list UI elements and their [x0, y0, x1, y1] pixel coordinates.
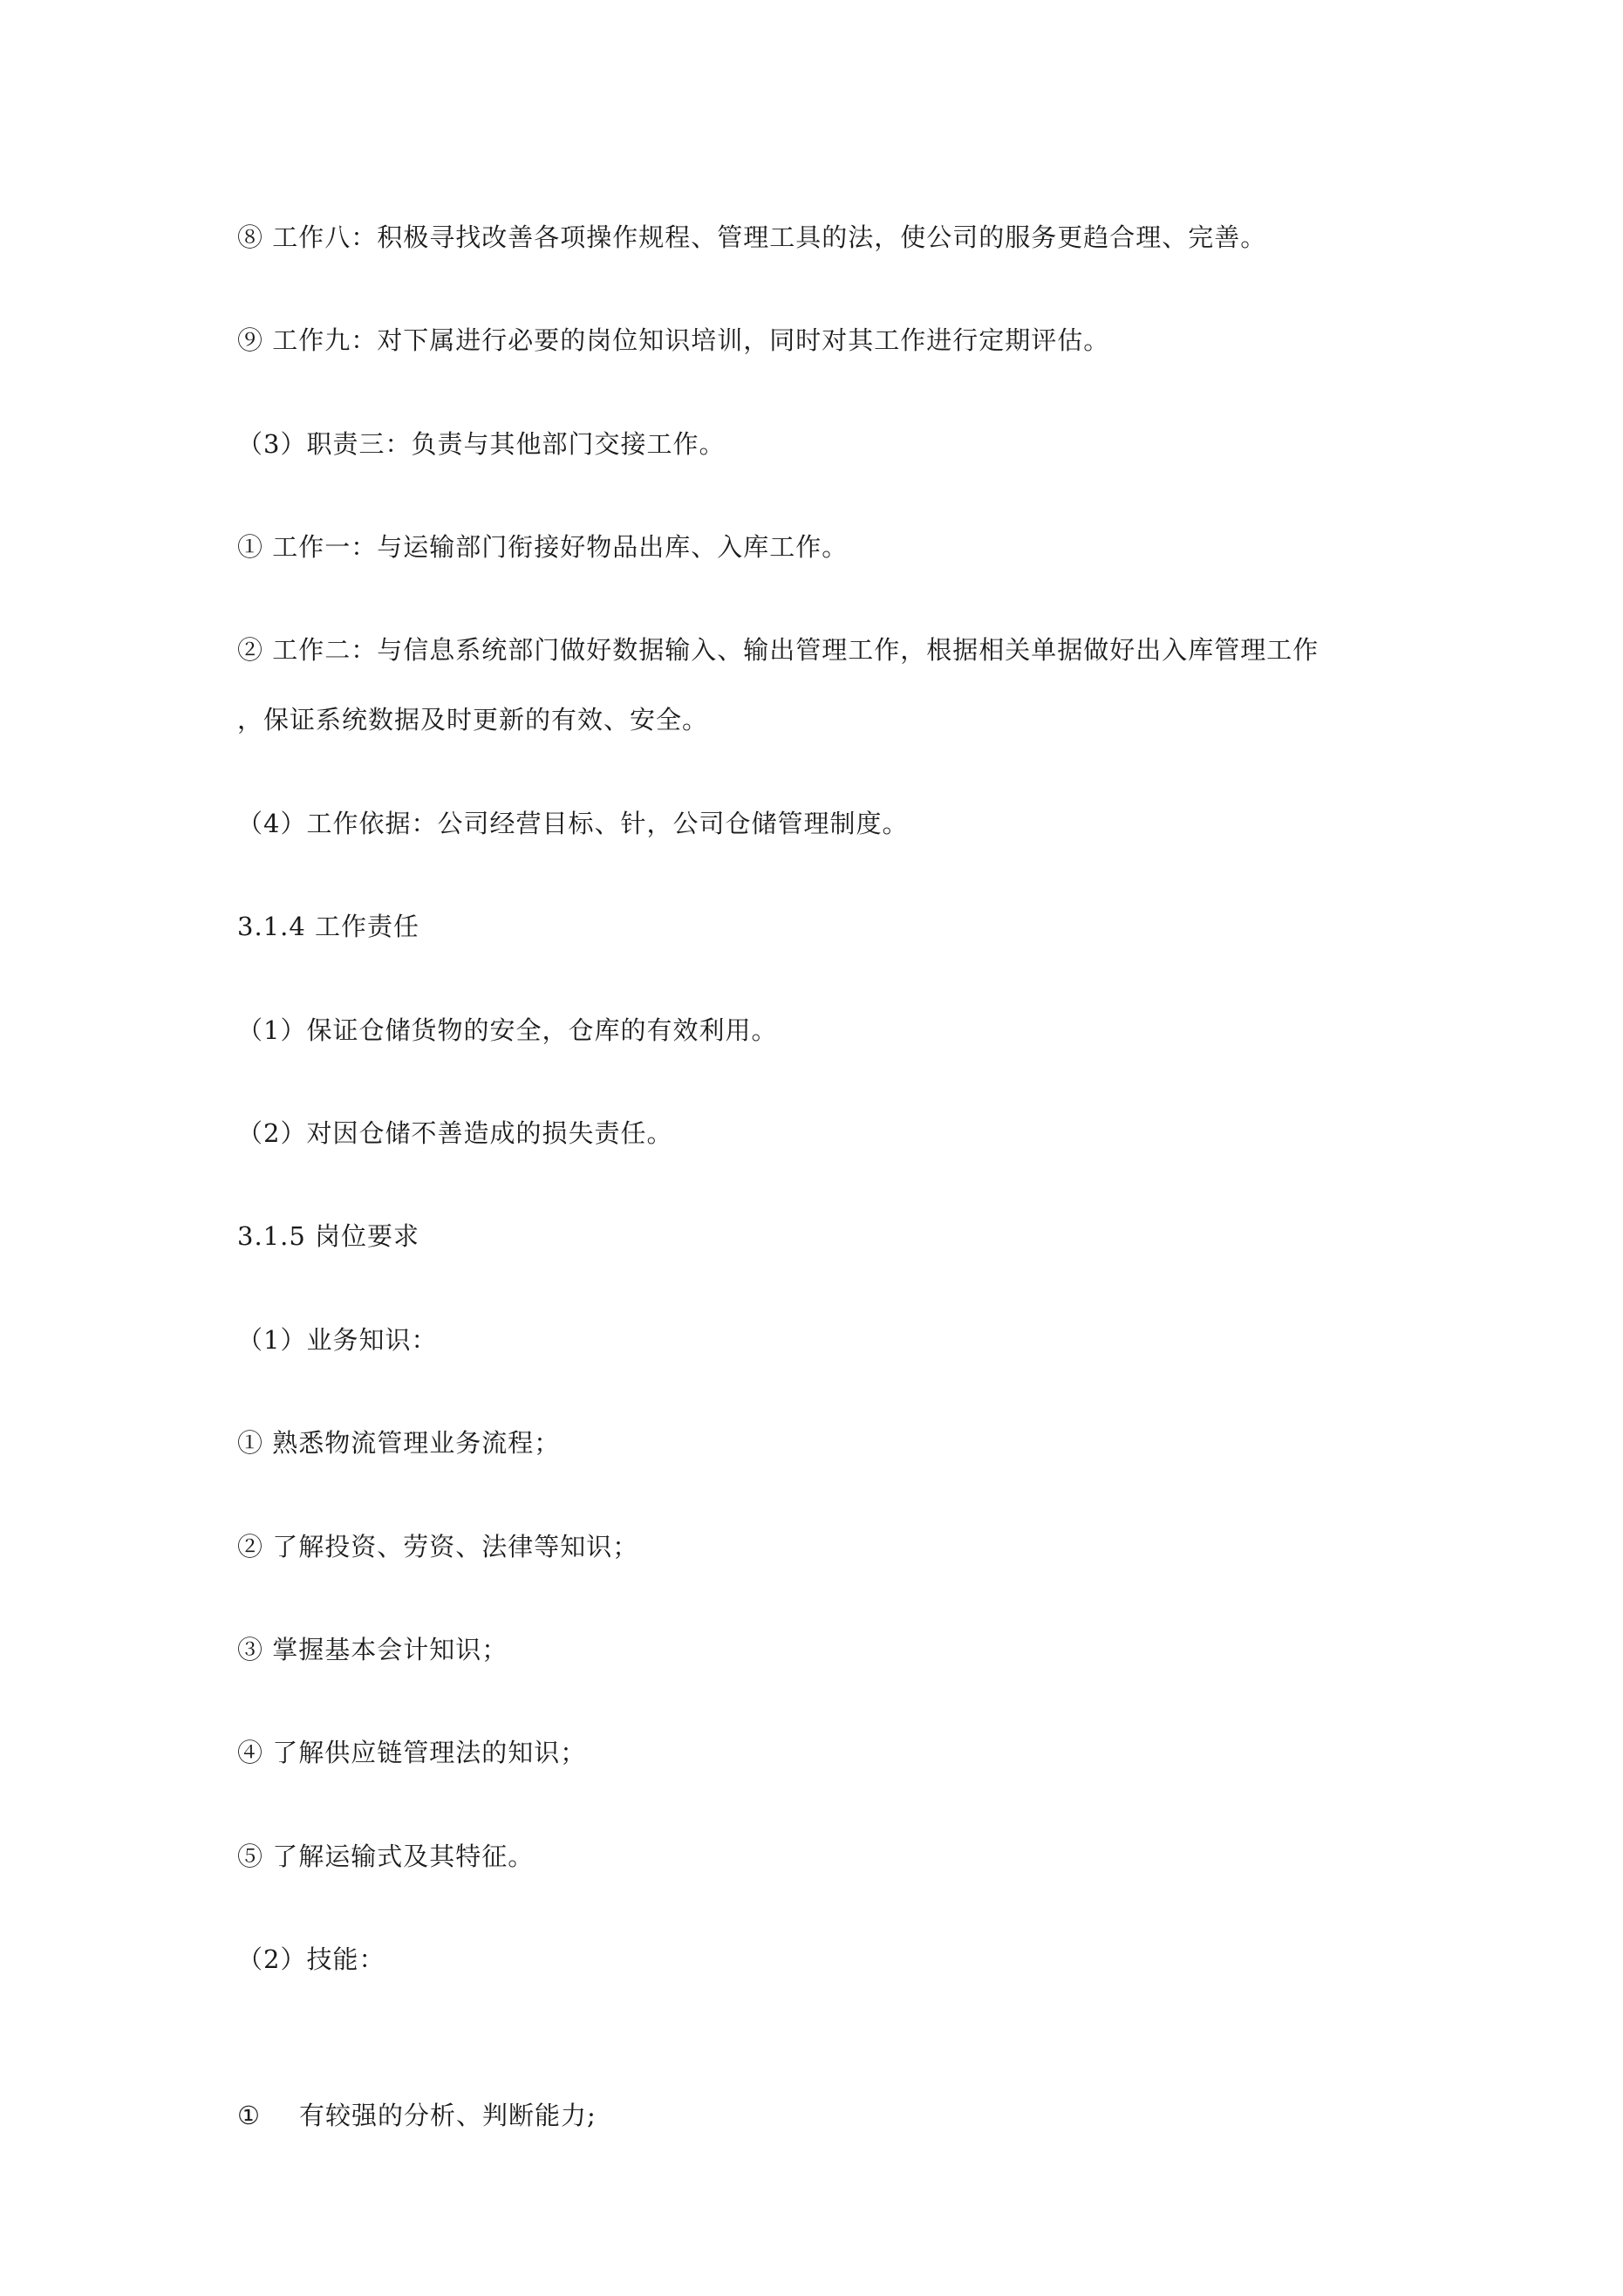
list-item-knowledge-four: ④ 了解供应链管理法的知识；: [237, 1738, 587, 1767]
paragraph-responsibility-two: （2）对因仓储不善造成的损失责任。: [237, 1118, 673, 1148]
list-item-knowledge-three: ③ 掌握基本会计知识；: [237, 1635, 508, 1664]
paragraph-responsibility-one: （1）保证仓储货物的安全，仓库的有效利用。: [237, 1015, 778, 1045]
paragraph-skills: （2）技能：: [237, 1944, 385, 1974]
paragraph-business-knowledge: （1）业务知识：: [237, 1325, 438, 1355]
list-item-skill-one: [237, 2098, 597, 2133]
list-item-knowledge-five: ⑤ 了解运输式及其特征。: [237, 1842, 535, 1871]
paragraph-work-eight: ⑧ 工作八：积极寻找改善各项操作规程、管理工具的法，使公司的服务更趋合理、完善。: [237, 222, 1267, 252]
list-item-knowledge-one: ① 熟悉物流管理业务流程；: [237, 1428, 561, 1458]
section-heading-job-requirements: 3.1.5 岗位要求: [237, 1221, 420, 1251]
paragraph-work-nine: ⑨ 工作九：对下属进行必要的岗位知识培训，同时对其工作进行定期评估。: [237, 325, 1110, 355]
section-heading-work-responsibility: 3.1.4 工作责任: [237, 912, 420, 941]
paragraph-work-basis: （4）工作依据：公司经营目标、针，公司仓储管理制度。: [237, 809, 909, 838]
paragraph-work-two: ② 工作二：与信息系统部门做好数据输入、输出管理工作，根据相关单据做好出入库管理工作: [237, 635, 1320, 665]
paragraph-work-two-continued: ，保证系统数据及时更新的有效、安全。: [237, 705, 709, 735]
list-item-text: 有较强的分析、判断能力;: [299, 2101, 597, 2130]
paragraph-work-one: ① 工作一：与运输部门衔接好物品出库、入库工作。: [237, 532, 849, 562]
list-item-knowledge-two: ② 了解投资、劳资、法律等知识；: [237, 1532, 639, 1561]
list-marker: ①: [237, 2101, 261, 2130]
paragraph-duty-three: （3）职责三：负责与其他部门交接工作。: [237, 429, 726, 459]
